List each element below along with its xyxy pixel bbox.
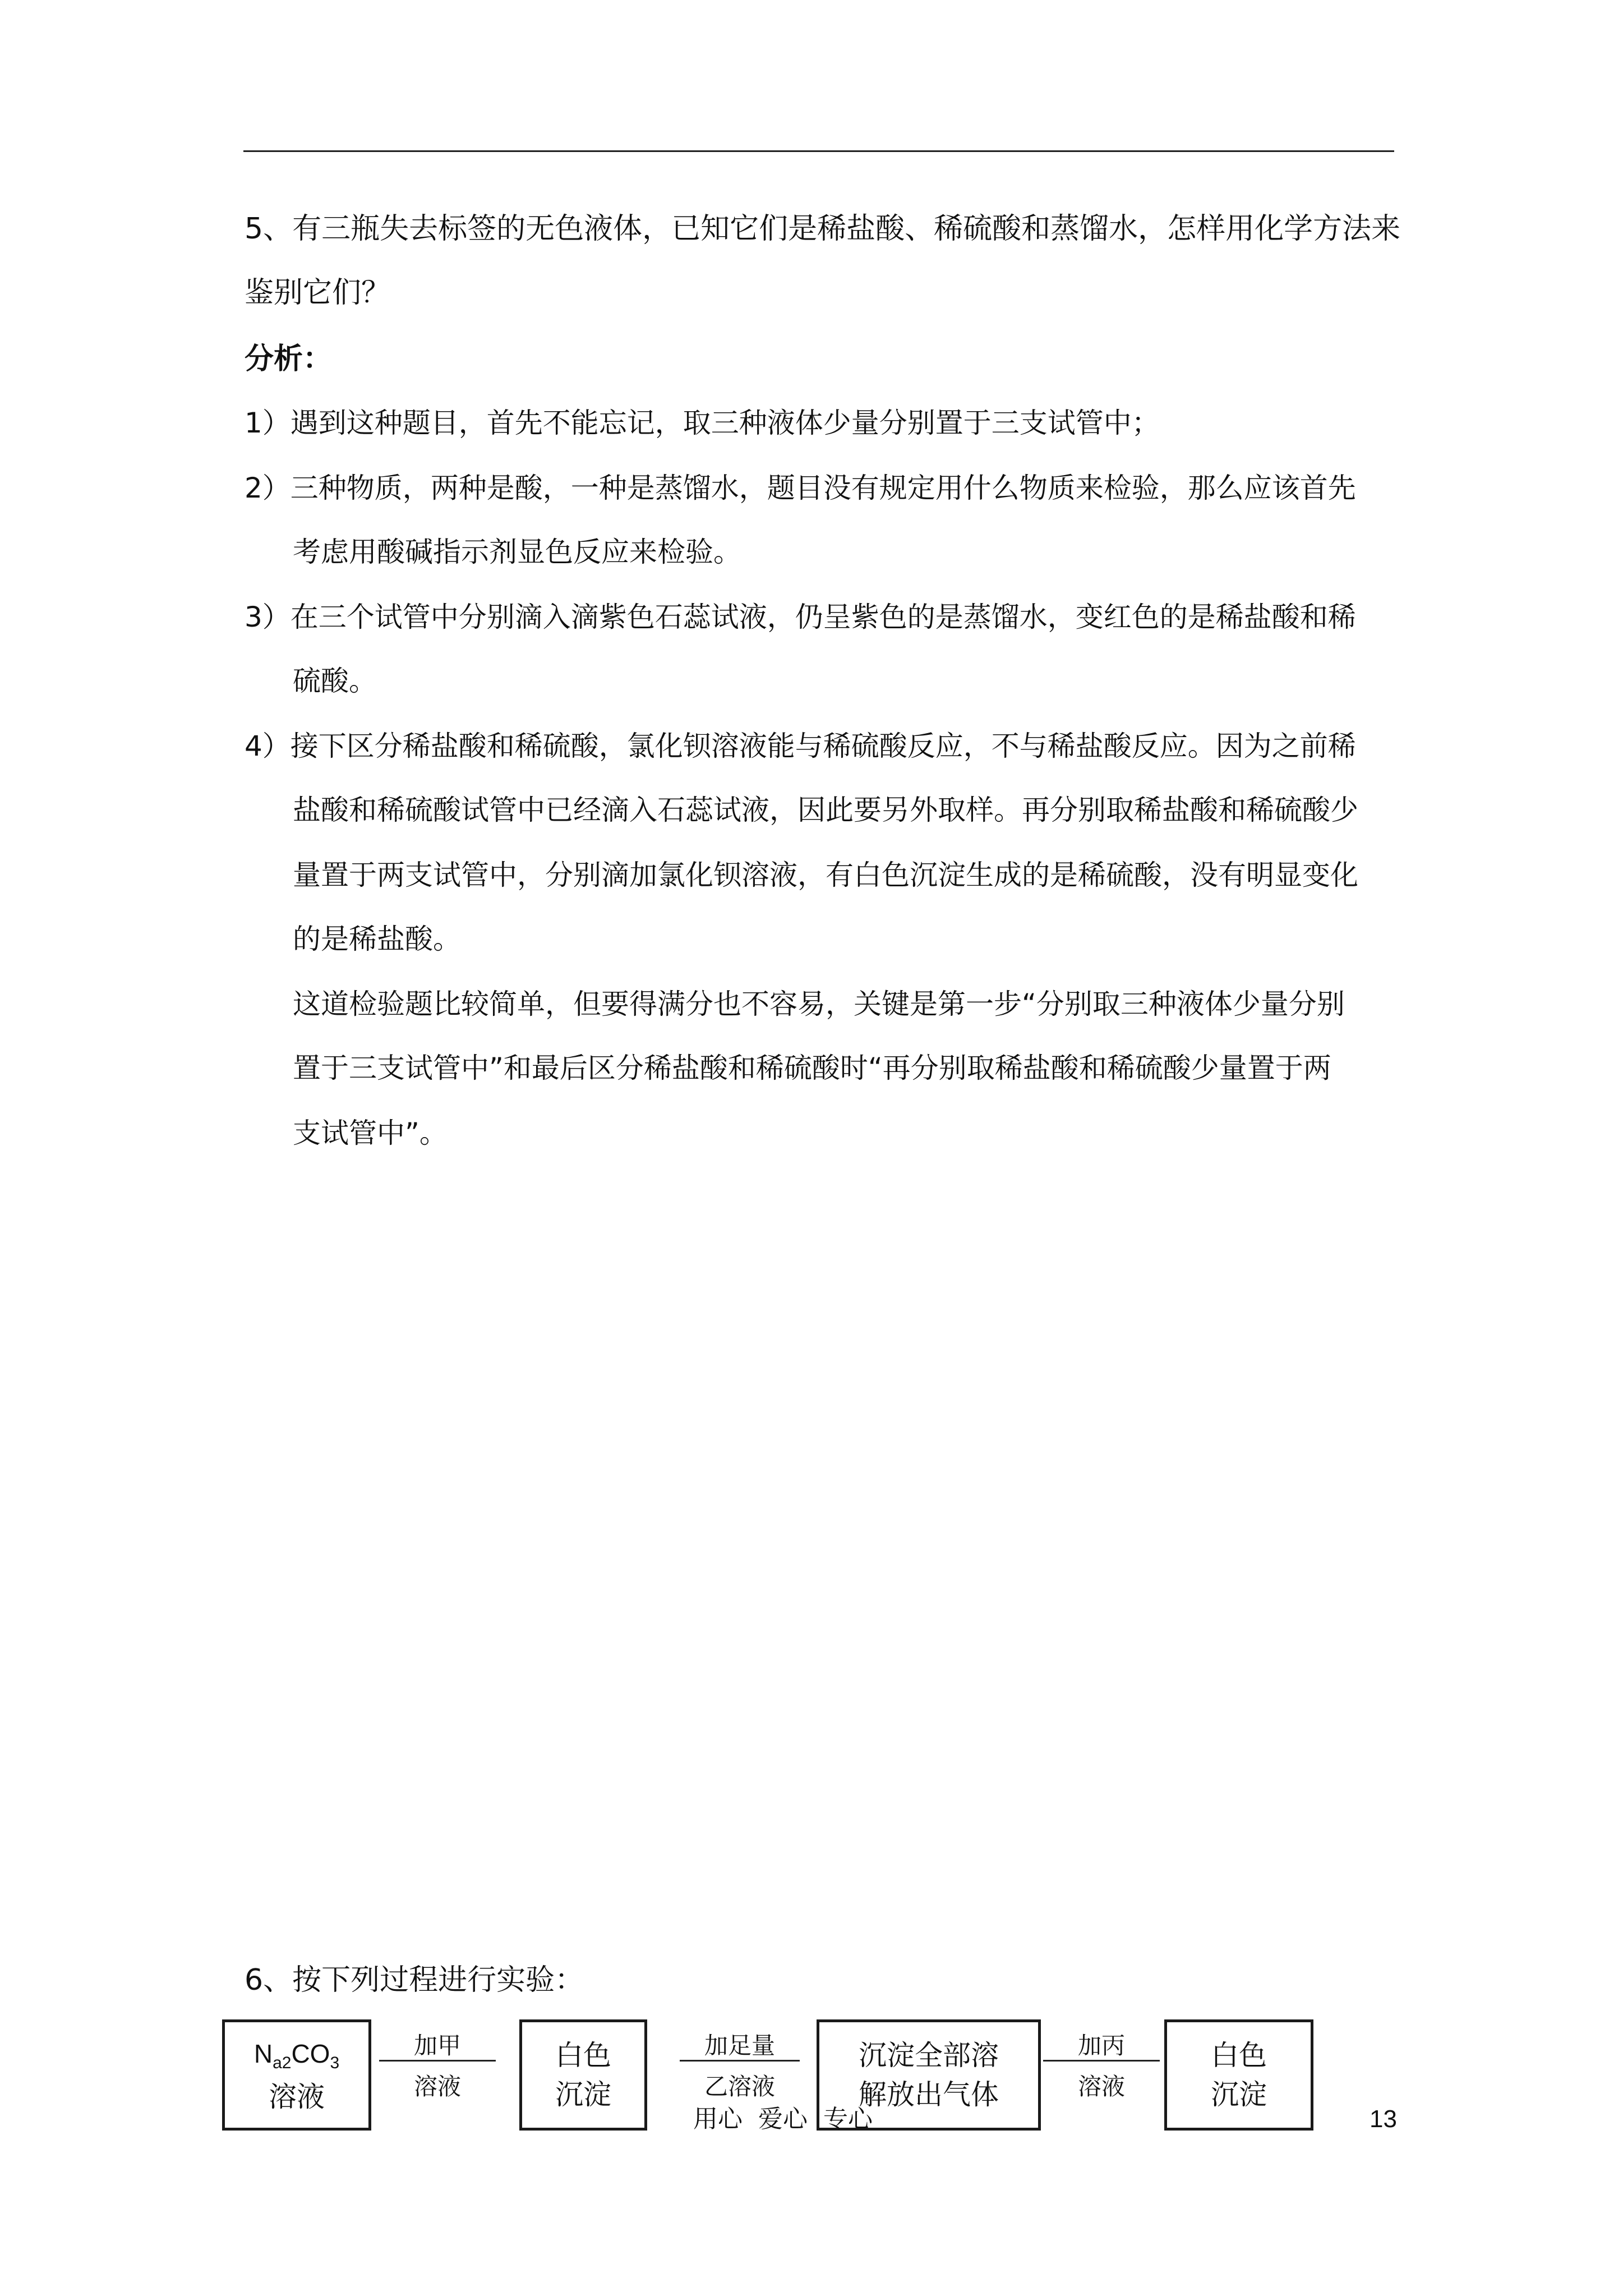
box-label: 白色 (555, 2039, 611, 2072)
arrow-top-label: 加丙 (1043, 2032, 1160, 2062)
formula-subscript: a2 (273, 2053, 292, 2072)
arrow-top-label: 加甲 (379, 2032, 496, 2062)
formula-part: CO (291, 2039, 330, 2068)
question5-line1: 5、有三瓶失去标签的无色液体，已知它们是稀盐酸、稀硫酸和蒸馏水，怎样用化学方法来 (245, 212, 1401, 246)
arrow-bottom-label: 溶液 (413, 2073, 461, 2100)
page-number: 13 (1370, 2105, 1397, 2133)
flow-arrow-3 (1043, 2032, 1160, 2101)
analysis-line: 支试管中”。 (293, 1117, 448, 1149)
flow-arrow-1 (379, 2032, 496, 2101)
question5-line2: 鉴别它们？ (245, 276, 391, 310)
analysis-line: 考虑用酸碱指示剂显色反应来检验。 (293, 536, 741, 568)
box-label: 白色 (1211, 2039, 1267, 2072)
box-label: 溶液 (269, 2080, 325, 2113)
analysis-line: 4）接下区分稀盐酸和稀硫酸，氯化钡溶液能与稀硫酸反应，不与稀盐酸反应。因为之前稀 (245, 730, 1356, 762)
analysis-line: 3）在三个试管中分别滴入滴紫色石蕊试液，仍呈紫色的是蒸馏水，变红色的是稀盐酸和稀 (245, 601, 1356, 633)
flow-arrow-2 (680, 2032, 800, 2101)
arrow-top-label: 加足量 (680, 2032, 800, 2062)
formula-subscript: 3 (330, 2053, 340, 2072)
formula-part: N (253, 2039, 273, 2068)
box-label: 沉淀 (555, 2078, 611, 2111)
box-label: 沉淀全部溶 (859, 2039, 999, 2072)
formula-na2co3 (254, 2034, 339, 2077)
analysis-line: 置于三支试管中”和最后区分稀盐酸和稀硫酸时“再分别取稀盐酸和稀硫酸少量置于两 (293, 1052, 1331, 1084)
analysis-line: 的是稀盐酸。 (293, 923, 461, 955)
question6-title: 6、按下列过程进行实验： (245, 1963, 584, 1997)
box-label: 解放出气体 (859, 2078, 999, 2111)
footer-motto: 用心 爱心 专心 (693, 2105, 873, 2133)
analysis-heading: 分析： (245, 342, 333, 376)
analysis-line: 1）遇到这种题目，首先不能忘记，取三种液体少量分别置于三支试管中； (245, 407, 1160, 439)
arrow-bottom-label: 溶液 (1077, 2073, 1125, 2100)
box-label: 沉淀 (1211, 2078, 1267, 2111)
analysis-line: 这道检验题比较简单，但要得满分也不容易，关键是第一步“分别取三种液体少量分别 (293, 988, 1345, 1020)
flow-box-white-precipitate (519, 2019, 647, 2131)
analysis-line: 量置于两支试管中，分别滴加氯化钡溶液，有白色沉淀生成的是稀硫酸，没有明显变化 (293, 859, 1358, 891)
flow-box-final-precipitate (1164, 2019, 1313, 2131)
analysis-line: 盐酸和稀硫酸试管中已经滴入石蕊试液，因此要另外取样。再分别取稀盐酸和稀硫酸少 (293, 794, 1358, 826)
flow-box-start (222, 2019, 371, 2131)
analysis-line: 2）三种物质，两种是酸，一种是蒸馏水，题目没有规定用什么物质来检验，那么应该首先 (245, 472, 1356, 504)
arrow-bottom-label: 乙溶液 (704, 2073, 775, 2100)
header-rule (243, 150, 1394, 152)
analysis-line: 硫酸。 (293, 665, 377, 697)
